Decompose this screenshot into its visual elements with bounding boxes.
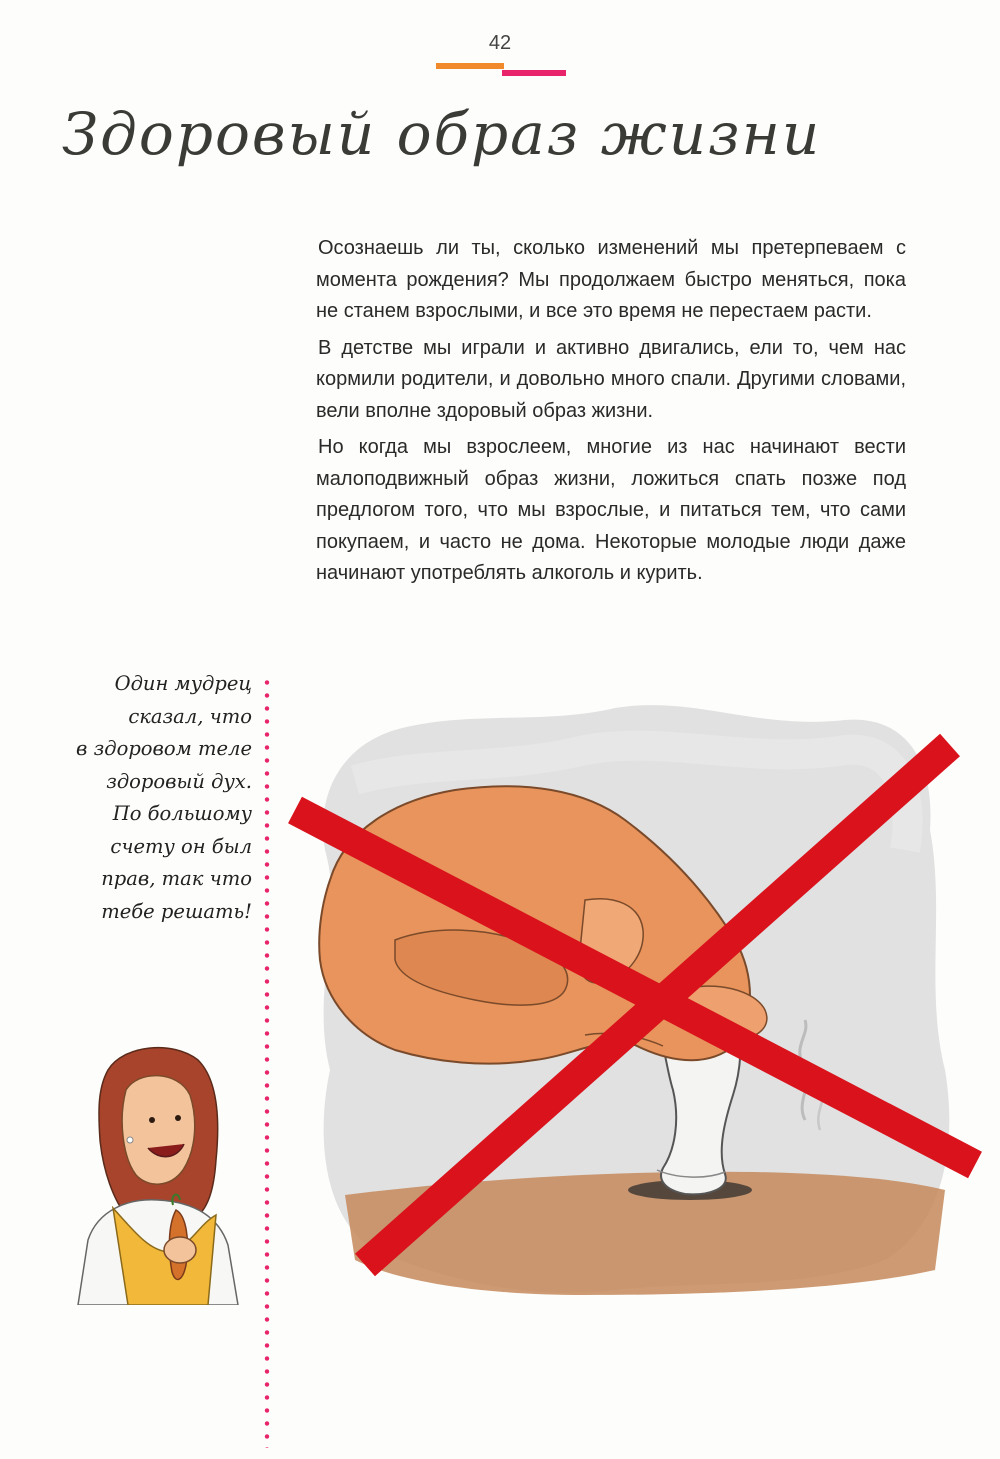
side-note-line: тебе решать!	[101, 899, 252, 923]
orange-bar	[436, 63, 504, 69]
side-note-line: в здоровом теле	[76, 737, 252, 760]
paragraph-2: В детстве мы играли и активно двигались, ели то, чем нас кормили родители, и довольно много спали. Другими словами, вели вполне здоровый образ жизни.	[316, 336, 906, 422]
side-note-line: здоровый дух.	[106, 769, 252, 793]
side-note-line: По большому	[112, 802, 252, 825]
girl-illustration	[68, 1040, 248, 1305]
page-title: Здоровый образ жизни	[62, 100, 822, 168]
no-smoking-illustration	[285, 690, 985, 1310]
side-note-line: счету он был	[110, 834, 252, 858]
side-note-line: сказал, что	[128, 704, 252, 728]
dotted-divider	[264, 676, 270, 1448]
side-note	[60, 668, 252, 928]
page-number-decoration	[436, 63, 568, 77]
paragraph-3: Но когда мы взрослеем, многие из нас начинают вести малоподвижный образ жизни, ложиться спать позже под предлогом того, что мы взрослые, и питаться тем, что сами покупаем, и часто не дома. Некоторые молодые люди даже начинают употреблять алкоголь и курить.	[316, 436, 906, 584]
pink-bar	[502, 70, 566, 76]
page-number: 42	[488, 32, 512, 54]
side-note-line: Один мудрец	[114, 672, 252, 695]
side-note-line: прав, так что	[101, 867, 252, 890]
paragraph-1: Осознаешь ли ты, сколько изменений мы претерпеваем с момента рождения? Мы продолжаем быстро меняться, пока не станем взрослыми, и все это время не перестаем расти.	[316, 237, 906, 322]
face	[122, 1076, 195, 1185]
body-text	[316, 233, 906, 595]
